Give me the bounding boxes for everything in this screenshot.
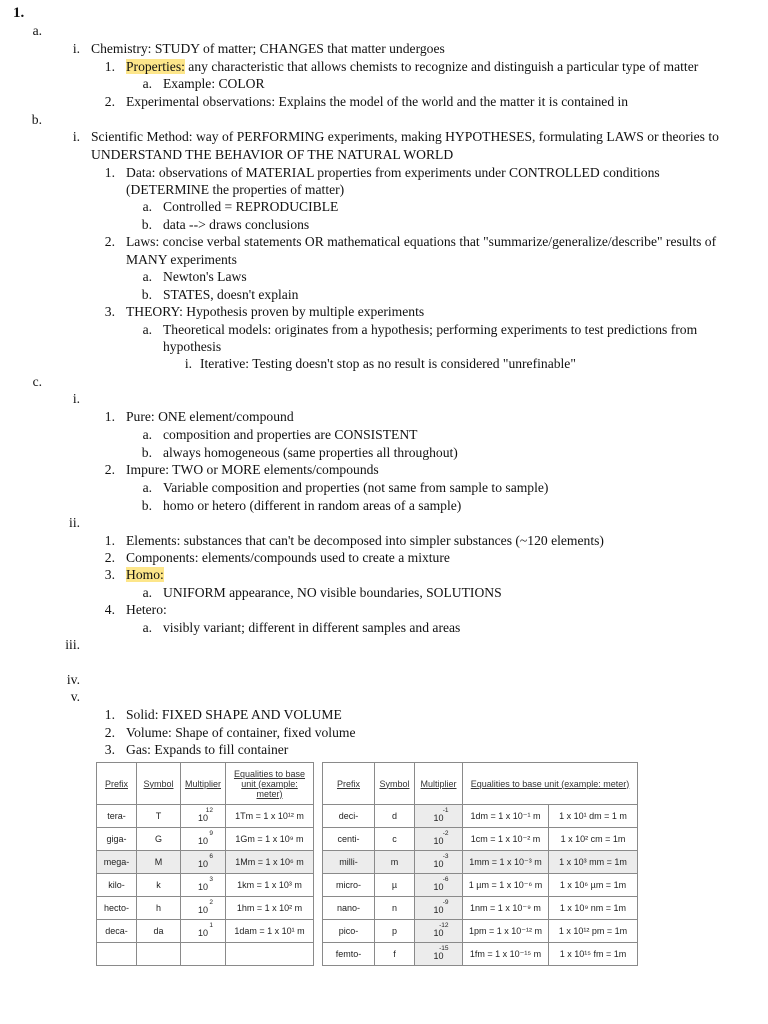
equality-cell: 1Mm = 1 x 10⁶ m bbox=[226, 851, 314, 874]
prefix-cell: kilo- bbox=[97, 874, 137, 897]
outline-marker: a. bbox=[142, 322, 152, 337]
multiplier-value bbox=[433, 853, 449, 869]
outline-marker: i. bbox=[72, 129, 80, 144]
prefix-cell: femto- bbox=[323, 943, 375, 966]
outline-text-rest: any characteristic that allows chemists to recognize and distinguish a particular type of matter bbox=[184, 59, 699, 74]
outline-marker: ii. bbox=[69, 515, 80, 530]
outline-text: Chemistry: STUDY of matter; CHANGES that matter undergoes bbox=[91, 41, 445, 56]
symbol-cell: k bbox=[137, 874, 181, 897]
prefix-cell: nano- bbox=[323, 897, 375, 920]
outline-text: UNIFORM appearance, NO visible boundaries, SOLUTIONS bbox=[163, 585, 502, 600]
prefix-cell: deci- bbox=[323, 805, 375, 828]
outline-text: Pure: ONE element/compound bbox=[126, 409, 294, 424]
table-row bbox=[97, 943, 638, 966]
outline-text: (DETERMINE the properties of matter) bbox=[126, 182, 345, 197]
outline-text: visibly variant; different in different samples and areas bbox=[163, 620, 461, 635]
outline-marker: i. bbox=[184, 356, 192, 371]
column-header: Equalities to base unit (example: meter) bbox=[463, 763, 638, 805]
table-row bbox=[97, 805, 638, 828]
equality-cell: 1 x 10² cm = 1m bbox=[549, 828, 638, 851]
table-gap bbox=[314, 897, 323, 920]
outline-marker: 1. bbox=[104, 707, 115, 722]
equality-cell: 1mm = 1 x 10⁻³ m bbox=[463, 851, 549, 874]
multiplier-cell bbox=[181, 897, 226, 920]
column-header: Multiplier bbox=[415, 763, 463, 805]
multiplier-base: 10 bbox=[197, 859, 208, 869]
equality-cell: 1 x 10¹ dm = 1 m bbox=[549, 805, 638, 828]
multiplier-exponent: -9 bbox=[442, 899, 449, 906]
outline-text: THEORY: Hypothesis proven by multiple experiments bbox=[126, 304, 425, 319]
equality-cell: 1dm = 1 x 10⁻¹ m bbox=[463, 805, 549, 828]
outline-text: Variable composition and properties (not same from sample to sample) bbox=[163, 480, 549, 495]
outline-text bbox=[126, 58, 698, 75]
equality-cell: 1 µm = 1 x 10⁻⁶ m bbox=[463, 874, 549, 897]
outline-marker: b. bbox=[141, 498, 152, 513]
outline-text: composition and properties are CONSISTENT bbox=[163, 427, 418, 442]
multiplier-base: 10 bbox=[433, 882, 444, 892]
prefix-cell: deca- bbox=[97, 920, 137, 943]
outline-text: Solid: FIXED SHAPE AND VOLUME bbox=[126, 707, 342, 722]
multiplier-value bbox=[433, 807, 449, 823]
multiplier-value bbox=[433, 922, 449, 938]
multiplier-cell bbox=[415, 828, 463, 851]
symbol-cell: n bbox=[375, 897, 415, 920]
multiplier-value bbox=[197, 876, 213, 892]
equality-cell: 1fm = 1 x 10⁻¹⁵ m bbox=[463, 943, 549, 966]
outline-marker: i. bbox=[72, 41, 80, 56]
multiplier-exponent: -3 bbox=[442, 853, 449, 860]
multiplier-value bbox=[197, 853, 213, 869]
outline-marker: 1. bbox=[104, 409, 115, 424]
outline-text: Components: elements/compounds used to create a mixture bbox=[126, 550, 450, 565]
multiplier-value bbox=[197, 922, 213, 938]
symbol-cell: p bbox=[375, 920, 415, 943]
multiplier-value bbox=[433, 945, 449, 961]
outline-marker: a. bbox=[142, 480, 152, 495]
multiplier-exponent: 2 bbox=[209, 899, 213, 906]
multiplier-base: 10 bbox=[433, 813, 444, 823]
outline-marker: 2. bbox=[104, 94, 115, 109]
multiplier-base: 10 bbox=[197, 836, 208, 846]
equality-cell: 1 x 10⁶ µm = 1m bbox=[549, 874, 638, 897]
multiplier-base: 10 bbox=[197, 928, 208, 938]
outline-marker: 4. bbox=[104, 602, 115, 617]
multiplier-cell bbox=[181, 943, 226, 966]
prefix-cell: giga- bbox=[97, 828, 137, 851]
prefix-cell: centi- bbox=[323, 828, 375, 851]
table-gap bbox=[314, 828, 323, 851]
equality-cell: 1dam = 1 x 10¹ m bbox=[226, 920, 314, 943]
outline-marker: a. bbox=[142, 427, 152, 442]
equality-cell: 1 x 10¹⁵ fm = 1m bbox=[549, 943, 638, 966]
multiplier-cell bbox=[415, 920, 463, 943]
multiplier-value bbox=[197, 807, 213, 823]
equality-cell: 1nm = 1 x 10⁻⁹ m bbox=[463, 897, 549, 920]
symbol-cell: G bbox=[137, 828, 181, 851]
outline-marker: 2. bbox=[104, 550, 115, 565]
outline-marker: b. bbox=[141, 445, 152, 460]
multiplier-exponent: -1 bbox=[442, 807, 449, 814]
outline-marker: iii. bbox=[65, 637, 80, 652]
multiplier-exponent: -12 bbox=[439, 922, 449, 929]
multiplier-value bbox=[197, 899, 213, 915]
outline-marker: 2. bbox=[104, 234, 115, 249]
table-header-row bbox=[97, 763, 638, 805]
multiplier-cell bbox=[181, 805, 226, 828]
outline-marker: v. bbox=[70, 689, 80, 704]
multiplier-cell bbox=[415, 874, 463, 897]
outline-marker: 2. bbox=[104, 725, 115, 740]
column-header: Prefix bbox=[323, 763, 375, 805]
multiplier-cell bbox=[181, 851, 226, 874]
symbol-cell: h bbox=[137, 897, 181, 920]
outline-marker: 1. bbox=[104, 165, 115, 180]
outline-text: hypothesis bbox=[163, 339, 222, 354]
table-row bbox=[97, 874, 638, 897]
table-gap bbox=[314, 920, 323, 943]
table-row bbox=[97, 828, 638, 851]
outline-marker: 2. bbox=[104, 462, 115, 477]
multiplier-base: 10 bbox=[433, 951, 444, 961]
multiplier-value bbox=[433, 899, 449, 915]
outline-text: Scientific Method: way of PERFORMING experiments, making HYPOTHESES, formulating LAWS or theories to bbox=[91, 129, 719, 144]
outline-text: Impure: TWO or MORE elements/compounds bbox=[126, 462, 379, 477]
multiplier-cell bbox=[415, 943, 463, 966]
outline-marker: c. bbox=[32, 374, 42, 389]
prefix-cell: pico- bbox=[323, 920, 375, 943]
outline-marker: a. bbox=[32, 23, 42, 38]
multiplier-cell bbox=[415, 851, 463, 874]
multiplier-exponent: -2 bbox=[442, 830, 449, 837]
symbol-cell: m bbox=[375, 851, 415, 874]
multiplier-exponent: -15 bbox=[439, 945, 449, 952]
multiplier-cell bbox=[415, 805, 463, 828]
column-header: Equalities to base unit (example: meter) bbox=[226, 763, 314, 805]
outline-text: UNDERSTAND THE BEHAVIOR OF THE NATURAL WORLD bbox=[91, 147, 454, 162]
outline-text: Experimental observations: Explains the model of the world and the matter it is contained in bbox=[126, 94, 629, 109]
multiplier-cell bbox=[181, 920, 226, 943]
outline-marker: a. bbox=[142, 76, 152, 91]
multiplier-exponent: 6 bbox=[209, 853, 213, 860]
equality-cell: 1Tm = 1 x 10¹² m bbox=[226, 805, 314, 828]
outline-text: Gas: Expands to fill container bbox=[126, 742, 289, 757]
symbol-cell: da bbox=[137, 920, 181, 943]
outline-text: Elements: substances that can't be decomposed into simpler substances (~120 elements) bbox=[126, 533, 604, 548]
multiplier-base: 10 bbox=[197, 905, 208, 915]
equality-cell bbox=[226, 943, 314, 966]
highlighted-term: Homo: bbox=[126, 567, 164, 582]
multiplier-base: 10 bbox=[433, 859, 444, 869]
multiplier-base: 10 bbox=[197, 882, 208, 892]
outline-text: STATES, doesn't explain bbox=[163, 287, 299, 302]
table-gap bbox=[314, 763, 323, 805]
symbol-cell: µ bbox=[375, 874, 415, 897]
multiplier-cell bbox=[415, 897, 463, 920]
outline-text: Iterative: Testing doesn't stop as no result is considered "unrefinable" bbox=[200, 356, 576, 371]
symbol-cell: T bbox=[137, 805, 181, 828]
outline-marker: i. bbox=[72, 391, 80, 406]
column-header: Multiplier bbox=[181, 763, 226, 805]
prefix-cell: milli- bbox=[323, 851, 375, 874]
outline-text: MANY experiments bbox=[126, 252, 237, 267]
outline-text: Example: COLOR bbox=[163, 76, 265, 91]
equality-cell: 1 x 10¹² pm = 1m bbox=[549, 920, 638, 943]
outline-marker: a. bbox=[142, 585, 152, 600]
outline-text: Hetero: bbox=[126, 602, 167, 617]
column-header: Prefix bbox=[97, 763, 137, 805]
outline-marker: 3. bbox=[104, 567, 115, 582]
outline-marker: 3. bbox=[104, 304, 115, 319]
equality-cell: 1 x 10⁹ nm = 1m bbox=[549, 897, 638, 920]
multiplier-value bbox=[433, 876, 449, 892]
equality-cell: 1hm = 1 x 10² m bbox=[226, 897, 314, 920]
outline-text: Theoretical models: originates from a hypothesis; performing experiments to test predictions from bbox=[163, 322, 698, 337]
table-gap bbox=[314, 943, 323, 966]
table-row bbox=[97, 920, 638, 943]
equality-cell: 1km = 1 x 10³ m bbox=[226, 874, 314, 897]
outline-text: homo or hetero (different in random areas of a sample) bbox=[163, 498, 462, 513]
outline-marker: 1. bbox=[104, 59, 115, 74]
outline-text: Controlled = REPRODUCIBLE bbox=[163, 199, 339, 214]
multiplier-exponent: 9 bbox=[209, 830, 213, 837]
prefix-cell: mega- bbox=[97, 851, 137, 874]
column-header: Symbol bbox=[137, 763, 181, 805]
table-gap bbox=[314, 805, 323, 828]
outline-text: Volume: Shape of container, fixed volume bbox=[126, 725, 356, 740]
multiplier-exponent: 1 bbox=[209, 922, 213, 929]
section-number: 1. bbox=[13, 5, 25, 21]
si-prefix-table bbox=[96, 762, 638, 966]
equality-cell: 1cm = 1 x 10⁻² m bbox=[463, 828, 549, 851]
symbol-cell: c bbox=[375, 828, 415, 851]
outline-text: always homogeneous (same properties all throughout) bbox=[163, 445, 458, 460]
multiplier-base: 10 bbox=[433, 928, 444, 938]
outline-text: Data: observations of MATERIAL properties from experiments under CONTROLLED conditions bbox=[126, 165, 660, 180]
prefix-cell: tera- bbox=[97, 805, 137, 828]
multiplier-exponent: 12 bbox=[205, 807, 213, 814]
prefix-cell bbox=[97, 943, 137, 966]
multiplier-cell bbox=[181, 874, 226, 897]
prefix-cell: micro- bbox=[323, 874, 375, 897]
multiplier-value bbox=[433, 830, 449, 846]
equality-cell: 1 x 10³ mm = 1m bbox=[549, 851, 638, 874]
outline-marker: a. bbox=[142, 269, 152, 284]
outline-marker: a. bbox=[142, 620, 152, 635]
prefix-cell: hecto- bbox=[97, 897, 137, 920]
outline-text: data --> draws conclusions bbox=[163, 217, 310, 232]
outline-marker: b. bbox=[31, 112, 42, 127]
table-gap bbox=[314, 874, 323, 897]
symbol-cell: d bbox=[375, 805, 415, 828]
symbol-cell: f bbox=[375, 943, 415, 966]
multiplier-exponent: -6 bbox=[442, 876, 449, 883]
outline-marker: a. bbox=[142, 199, 152, 214]
outline-marker: 1. bbox=[104, 533, 115, 548]
multiplier-exponent: 3 bbox=[209, 876, 213, 883]
outline-marker: b. bbox=[141, 287, 152, 302]
multiplier-base: 10 bbox=[433, 836, 444, 846]
outline-text: Laws: concise verbal statements OR mathematical equations that "summarize/generalize/describe" results of bbox=[126, 234, 717, 249]
table-row bbox=[97, 851, 638, 874]
outline-marker: 3. bbox=[104, 742, 115, 757]
equality-cell: 1pm = 1 x 10⁻¹² m bbox=[463, 920, 549, 943]
multiplier-cell bbox=[181, 828, 226, 851]
equality-cell: 1Gm = 1 x 10⁹ m bbox=[226, 828, 314, 851]
multiplier-base: 10 bbox=[197, 813, 208, 823]
column-header: Symbol bbox=[375, 763, 415, 805]
outline-text bbox=[126, 566, 164, 583]
table-row bbox=[97, 897, 638, 920]
multiplier-base: 10 bbox=[433, 905, 444, 915]
outline-text: Newton's Laws bbox=[163, 269, 247, 284]
outline-marker: b. bbox=[141, 217, 152, 232]
si-table-body bbox=[97, 763, 638, 966]
symbol-cell: M bbox=[137, 851, 181, 874]
symbol-cell bbox=[137, 943, 181, 966]
multiplier-value bbox=[197, 830, 213, 846]
table-gap bbox=[314, 851, 323, 874]
highlighted-term: Properties: bbox=[126, 59, 185, 74]
outline-marker: iv. bbox=[66, 672, 80, 687]
